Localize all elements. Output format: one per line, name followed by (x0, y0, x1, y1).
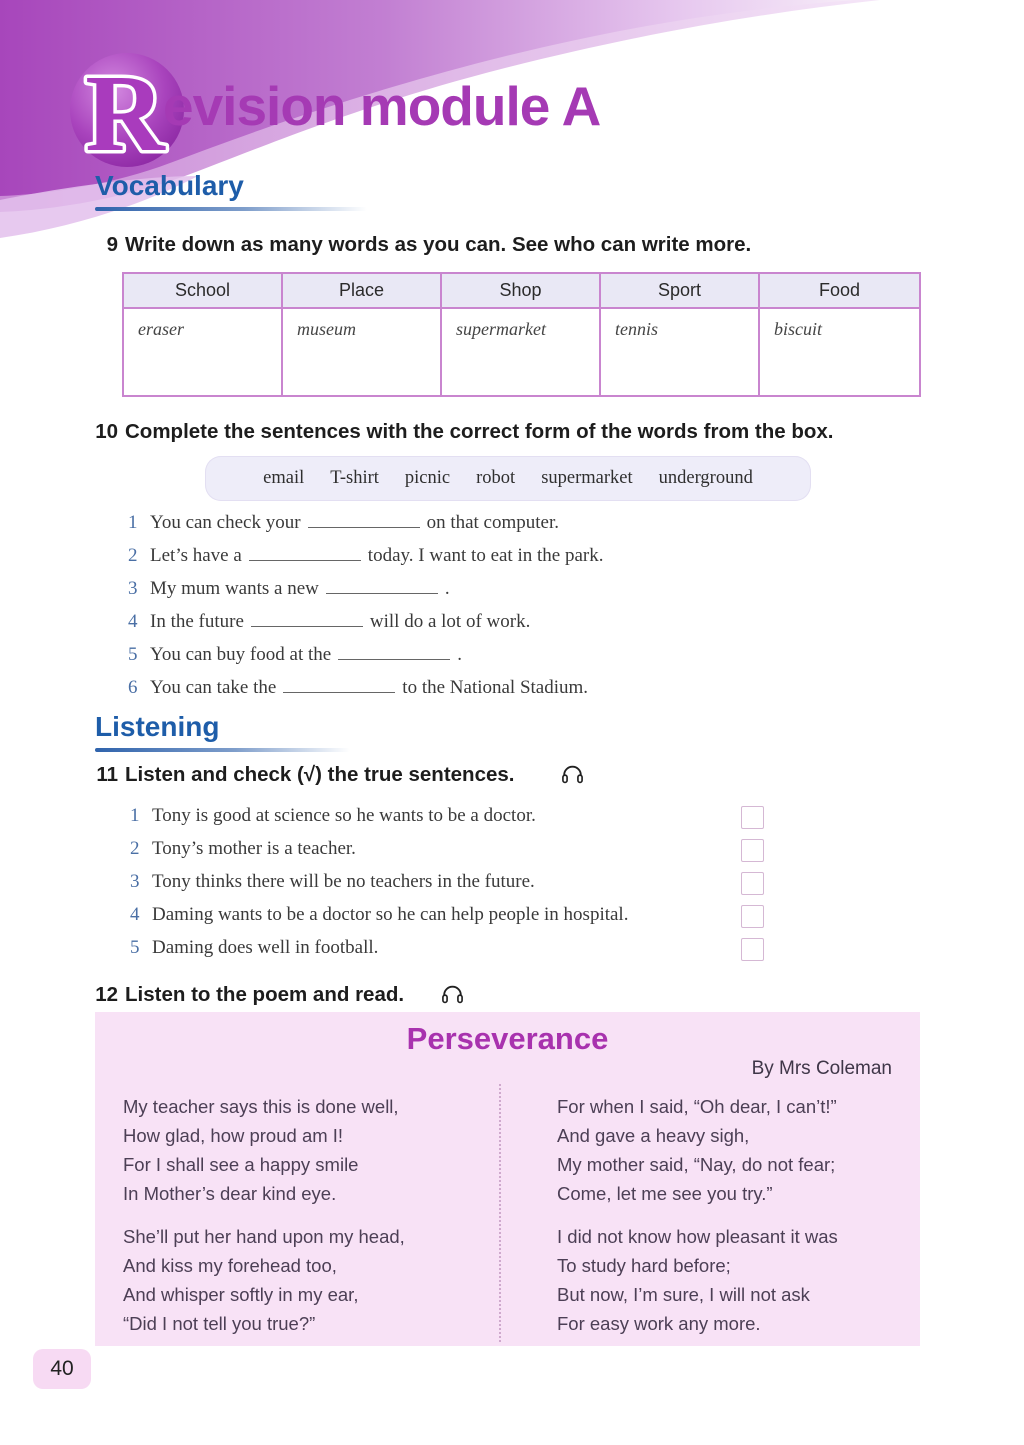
table-header-row (124, 274, 919, 309)
table-cell: museum (283, 309, 442, 395)
section-heading-listening: Listening (95, 711, 220, 742)
checkbox[interactable] (741, 806, 764, 829)
instruction-text: Write down as many words as you can. See who can write more. (125, 233, 752, 256)
poem-panel (95, 1012, 920, 1346)
column-header: Food (760, 274, 919, 309)
table-cell: eraser (124, 309, 283, 395)
poem-line: To study hard before; (557, 1255, 731, 1276)
section-heading-vocabulary: Vocabulary (95, 170, 244, 201)
fill-in-sentence (128, 677, 588, 699)
sentence-text: will do a lot of work. (369, 611, 531, 632)
column-header: Place (283, 274, 442, 309)
word-box-item: T-shirt (330, 468, 379, 488)
exercise-number: 9 (106, 233, 118, 256)
word-box-item: picnic (404, 468, 451, 488)
page-number-badge: 40 (33, 1349, 91, 1389)
sentence-text: today. I want to eat in the park. (367, 545, 604, 566)
r-badge-letter: R (85, 52, 165, 174)
exercise-number: 10 (95, 420, 118, 443)
poem-line: In Mother’s dear kind eye. (123, 1183, 337, 1204)
checkbox[interactable] (741, 938, 764, 961)
fill-in-sentence (128, 611, 530, 633)
sentence-number: 1 (128, 512, 138, 533)
item-number: 4 (130, 904, 140, 925)
column-header: Shop (442, 274, 601, 309)
sentence-text: on that computer. (426, 512, 560, 533)
sentence-number: 3 (128, 578, 138, 599)
poem-stanza (123, 1092, 405, 1208)
exercise-9-instruction (92, 233, 751, 257)
item-text: Daming does well in football. (152, 937, 379, 958)
item-number: 3 (130, 871, 140, 892)
poem-line: Come, let me see you try.” (557, 1183, 773, 1204)
listening-item (130, 805, 536, 827)
checkbox[interactable] (741, 872, 764, 895)
poem-line: And gave a heavy sigh, (557, 1125, 750, 1146)
poem-title: Perseverance (406, 1021, 609, 1056)
poem-line: She’ll put her hand upon my head, (123, 1226, 405, 1247)
exercise-10-instruction (92, 420, 834, 444)
sentence-text: Let’s have a (150, 545, 242, 566)
table-body-row (124, 309, 919, 395)
listening-item (130, 838, 356, 860)
word-box-item: supermarket (541, 468, 633, 488)
sentence-text: . (444, 578, 450, 599)
fill-in-sentence (128, 545, 603, 567)
exercise-12-instruction (92, 983, 404, 1007)
word-box-item: robot (476, 468, 516, 488)
poem-line: I did not know how pleasant it was (557, 1226, 838, 1247)
exercise-11-instruction (92, 763, 514, 787)
sentence-number: 6 (128, 677, 138, 698)
poem-line: For I shall see a happy smile (123, 1154, 359, 1175)
instruction-text: Listen and check (√) the true sentences. (125, 763, 515, 786)
sentence-text: . (457, 644, 462, 665)
headphones-icon (440, 982, 465, 1012)
fill-in-sentence (128, 512, 559, 534)
listening-underline (95, 748, 350, 752)
poem-line: “Did I not tell you true?” (123, 1313, 316, 1334)
sentence-text: You can check your (150, 512, 301, 533)
vocab-table (122, 272, 921, 397)
answer-blank[interactable] (249, 545, 361, 561)
exercise-number: 12 (95, 983, 118, 1006)
sentence-text: to the National Stadium. (402, 677, 589, 698)
answer-blank[interactable] (326, 578, 438, 594)
table-cell: tennis (601, 309, 760, 395)
vocabulary-underline (95, 207, 367, 211)
column-header: School (124, 274, 283, 309)
poem-line: For easy work any more. (557, 1313, 761, 1334)
instruction-text: Listen to the poem and read. (125, 983, 405, 1006)
headphones-icon (560, 762, 585, 792)
item-text: Tony is good at science so he wants to be a doctor. (152, 805, 536, 826)
sentence-text: In the future (150, 611, 244, 632)
poem-stanza (557, 1092, 838, 1208)
answer-blank[interactable] (338, 644, 450, 660)
page-title: evision module A (163, 75, 601, 137)
fill-in-sentence (128, 644, 462, 666)
word-box-item: email (263, 468, 305, 488)
item-number: 5 (130, 937, 140, 958)
answer-blank[interactable] (308, 512, 420, 528)
sentence-text: You can buy food at the (150, 644, 332, 665)
checkbox[interactable] (741, 839, 764, 862)
column-header: Sport (601, 274, 760, 309)
item-text: Tony’s mother is a teacher. (152, 838, 356, 859)
table-cell: supermarket (442, 309, 601, 395)
sentence-text: My mum wants a new (150, 578, 319, 599)
sentence-number: 5 (128, 644, 138, 665)
instruction-text: Complete the sentences with the correct form of the words from the box. (125, 420, 834, 443)
listening-item (130, 904, 628, 926)
item-text: Tony thinks there will be no teachers in the future. (152, 871, 535, 892)
poem-line: My mother said, “Nay, do not fear; (557, 1154, 836, 1175)
table-cell: biscuit (774, 319, 822, 339)
poem-line: For when I said, “Oh dear, I can’t!” (557, 1096, 837, 1117)
exercise-number: 11 (96, 763, 118, 786)
listening-item (130, 871, 535, 893)
answer-blank[interactable] (251, 611, 363, 627)
fill-in-sentence (128, 578, 450, 600)
poem-line: And kiss my forehead too, (123, 1255, 337, 1276)
item-text: Daming wants to be a doctor so he can help people in hospital. (152, 904, 629, 925)
checkbox[interactable] (741, 905, 764, 928)
word-box-item: underground (658, 468, 753, 488)
poem-line: My teacher says this is done well, (123, 1096, 399, 1117)
poem-column-divider (499, 1084, 501, 1342)
answer-blank[interactable] (283, 677, 395, 693)
item-number: 2 (130, 838, 140, 859)
sentence-number: 4 (128, 611, 138, 632)
poem-line: How glad, how proud am I! (123, 1125, 344, 1146)
poem-stanza (123, 1222, 405, 1338)
sentence-number: 2 (128, 545, 138, 566)
poem-line: But now, I’m sure, I will not ask (557, 1284, 810, 1305)
poem-byline: By Mrs Coleman (751, 1058, 892, 1079)
poem-right-column (557, 1092, 838, 1352)
item-number: 1 (130, 805, 140, 826)
poem-left-column (123, 1092, 405, 1352)
listening-item (130, 937, 378, 959)
poem-stanza (557, 1222, 838, 1338)
sentence-text: You can take the (150, 677, 277, 698)
poem-line: And whisper softly in my ear, (123, 1284, 359, 1305)
word-box (205, 456, 811, 501)
